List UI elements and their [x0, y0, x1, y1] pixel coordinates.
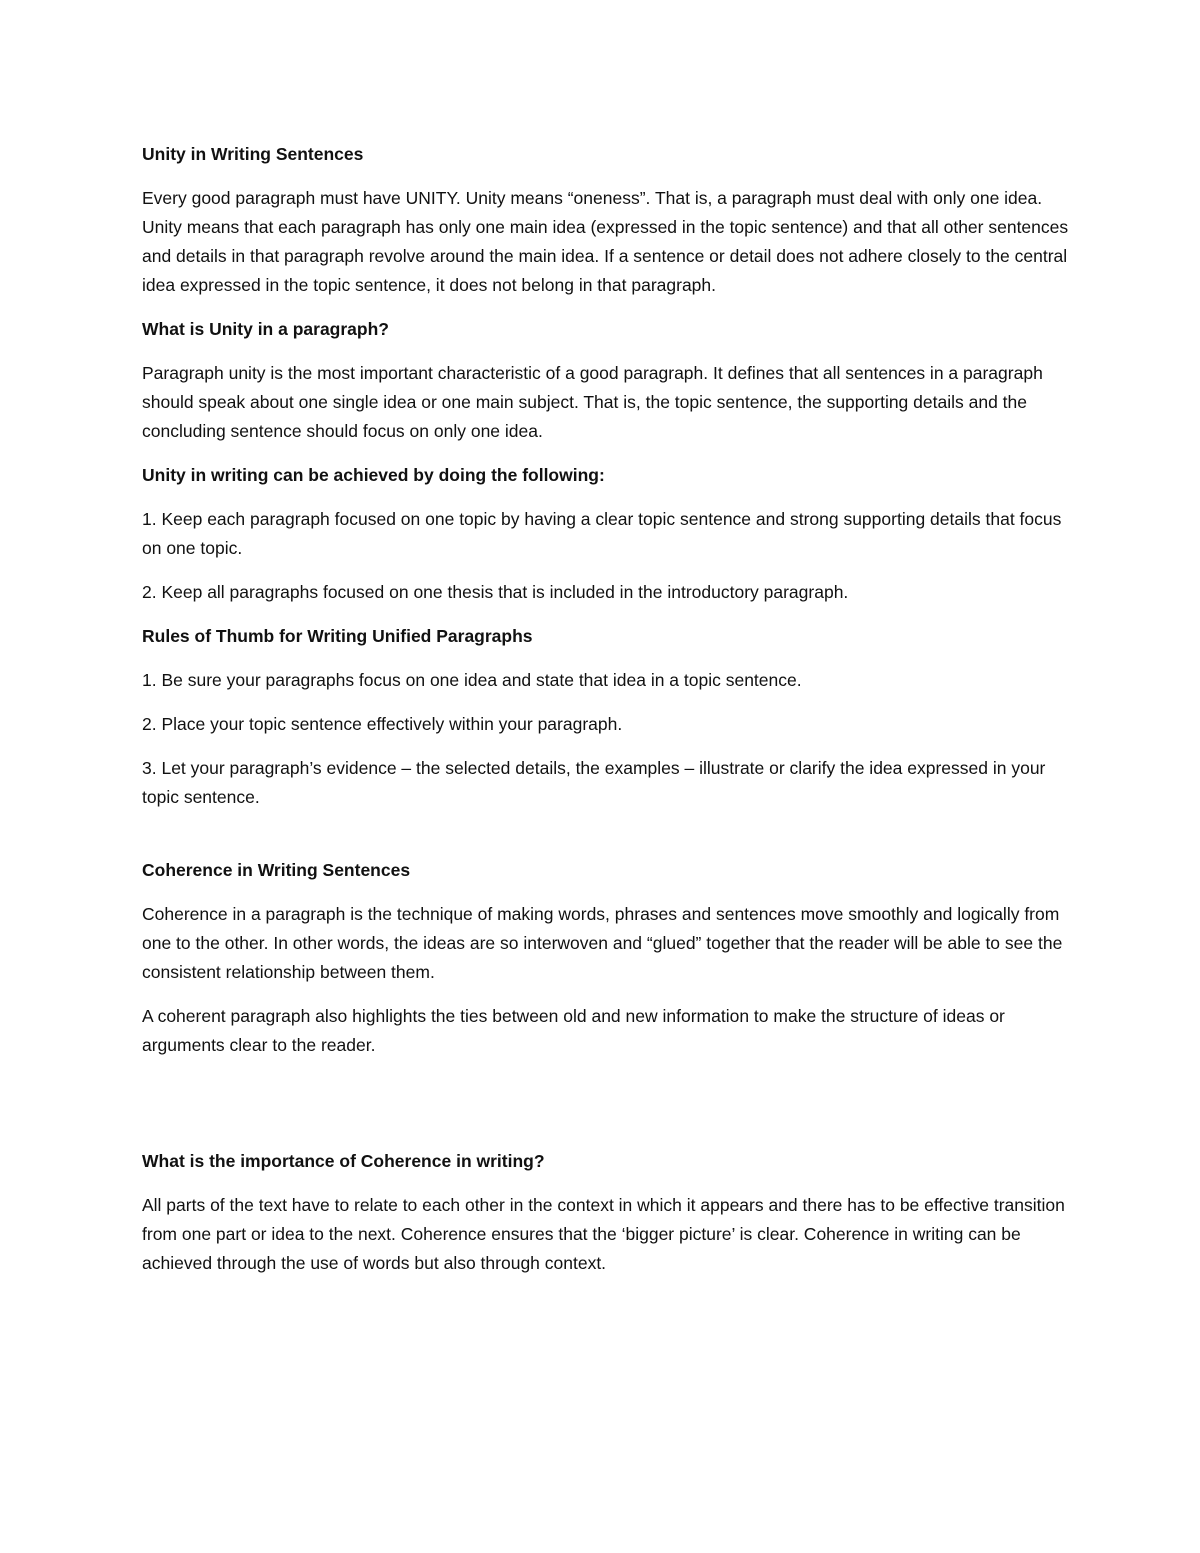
coherence-importance-paragraph: All parts of the text have to relate to each other in the context in which it appears and there has to be effective transition from one part or idea to the next. Coherence ensures that the ‘bigger picture’ is clear. Coherence in writing can be achieved through the use of words but also through context. [142, 1195, 1065, 1273]
coherence-paragraph: A coherent paragraph also highlights the ties between old and new information to make the structure of ideas or arguments clear to the reader. [142, 1006, 1005, 1055]
unity-rule-item: 2. Place your topic sentence effectively within your paragraph. [142, 714, 623, 734]
unity-achieve-item: 1. Keep each paragraph focused on one topic by having a clear topic sentence and strong supporting details that focus on one topic. [142, 509, 1062, 558]
coherence-heading: Coherence in Writing Sentences [142, 860, 411, 880]
unity-rule-item: 3. Let your paragraph’s evidence – the selected details, the examples – illustrate or clarify the idea expressed in your topic sentence. [142, 758, 1046, 807]
unity-rules-heading: Rules of Thumb for Writing Unified Paragraphs [142, 626, 533, 646]
coherence-paragraph: Coherence in a paragraph is the technique of making words, phrases and sentences move smoothly and logically from one to the other. In other words, the ideas are so interwoven and “glued” together that the reader will be able to see the consistent relationship between them. [142, 904, 1063, 982]
unity-heading: Unity in Writing Sentences [142, 144, 364, 164]
document-body [142, 140, 1072, 1293]
unity-achieve-heading: Unity in writing can be achieved by doing the following: [142, 465, 605, 485]
unity-intro-paragraph: Every good paragraph must have UNITY. Unity means “oneness”. That is, a paragraph must deal with only one idea. Unity means that each paragraph has only one main idea (expressed in the topic sentence) and that all other sentences and details in that paragraph revolve around the main idea. If a sentence or detail does not adhere closely to the central idea expressed in the topic sentence, it does not belong in that paragraph. [142, 188, 1069, 295]
unity-achieve-item: 2. Keep all paragraphs focused on one thesis that is included in the introductory paragraph. [142, 582, 849, 602]
coherence-importance-heading: What is the importance of Coherence in writing? [142, 1151, 545, 1171]
unity-rule-item: 1. Be sure your paragraphs focus on one idea and state that idea in a topic sentence. [142, 670, 802, 690]
unity-question-paragraph: Paragraph unity is the most important characteristic of a good paragraph. It defines that all sentences in a paragraph should speak about one single idea or one main subject. That is, the topic sentence, the supporting details and the concluding sentence should focus on only one idea. [142, 363, 1043, 441]
unity-question-heading: What is Unity in a paragraph? [142, 319, 389, 339]
